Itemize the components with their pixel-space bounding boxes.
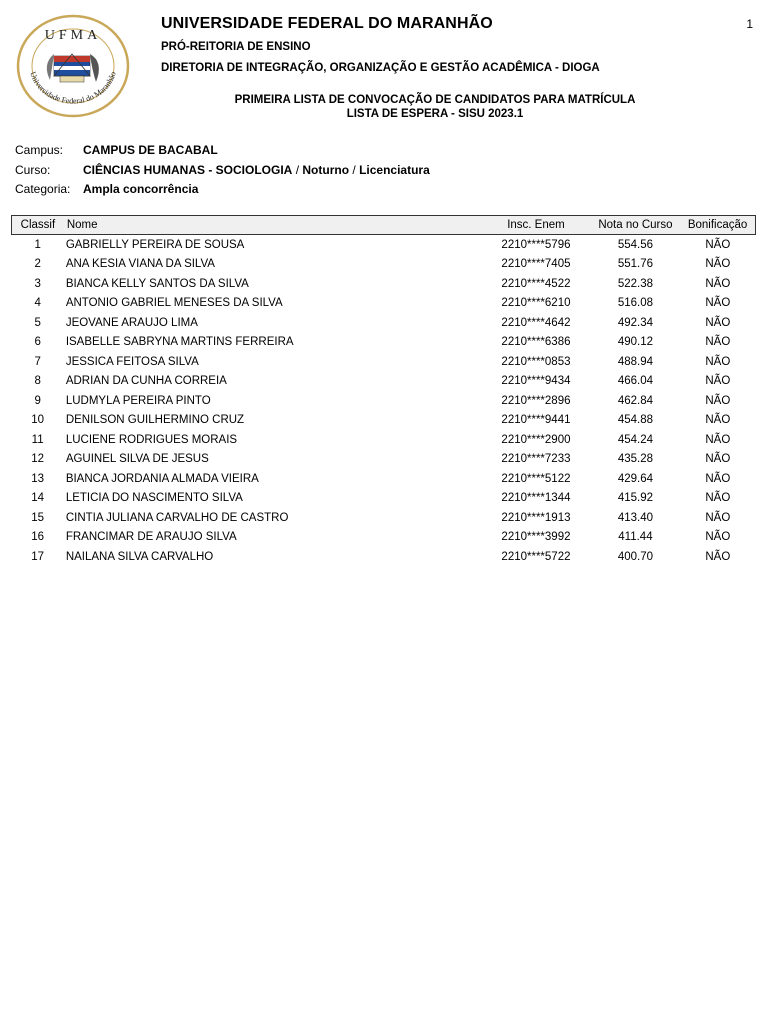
- cell-insc-enem: 2210****5796: [501, 238, 571, 251]
- cell-insc-enem: 2210****7405: [501, 258, 571, 271]
- cell-bonificacao: NÃO: [705, 297, 731, 310]
- cell-nota: 411.44: [618, 531, 653, 544]
- list-title-line1: PRIMEIRA LISTA DE CONVOCAÇÃO DE CANDIDATOS PARA MATRÍCULA: [234, 94, 636, 106]
- cell-classif: 5: [34, 316, 41, 329]
- curso-turno: Noturno: [302, 163, 350, 177]
- cell-nota: 454.88: [617, 414, 654, 427]
- cell-insc-enem: 2210****6386: [501, 336, 571, 349]
- cell-nome: ISABELLE SABRYNA MARTINS FERREIRA: [65, 336, 294, 349]
- table-row: [12, 508, 756, 528]
- cell-bonificacao: NÃO: [705, 550, 731, 563]
- cell-classif: 17: [31, 550, 45, 563]
- header-nome: Nome: [64, 216, 481, 235]
- cell-bonificacao: NÃO: [705, 492, 731, 505]
- cell-nome: JESSICA FEITOSA SILVA: [65, 355, 199, 368]
- categoria-value: Ampla concorrência: [83, 182, 199, 196]
- cell-nota: 462.84: [617, 394, 654, 407]
- curso-row: [15, 163, 430, 177]
- cell-nota: 522.38: [617, 277, 654, 290]
- cell-bonificacao: NÃO: [705, 453, 731, 466]
- cell-bonificacao: NÃO: [705, 394, 731, 407]
- cell-nota: 551.76: [617, 258, 654, 271]
- cell-nota: 492.34: [617, 316, 654, 329]
- cell-classif: 9: [34, 394, 41, 407]
- table-row: [12, 528, 756, 548]
- cell-insc-enem: 2210****3992: [501, 531, 571, 544]
- table-row: [12, 547, 756, 567]
- cell-classif: 3: [34, 277, 41, 290]
- cell-insc-enem: 2210****2896: [501, 394, 571, 407]
- header-classif: Classif: [12, 216, 64, 235]
- cell-bonificacao: NÃO: [705, 433, 731, 446]
- cell-insc-enem: 2210****2900: [501, 433, 571, 446]
- cell-classif: 4: [34, 297, 41, 310]
- cell-classif: 1: [34, 238, 41, 251]
- cell-classif: 11: [31, 433, 44, 446]
- ufma-logo: [16, 14, 130, 118]
- curso-separator-2: /: [352, 163, 356, 177]
- cell-bonificacao: NÃO: [705, 238, 731, 251]
- cell-nota: 413.40: [617, 511, 654, 524]
- cell-insc-enem: 2210****1344: [501, 492, 571, 505]
- cell-nota: 400.70: [617, 550, 654, 563]
- cell-nota: 554.56: [617, 238, 654, 251]
- cell-nome: BIANCA JORDANIA ALMADA VIEIRA: [65, 472, 259, 485]
- header-nota-curso: Nota no Curso: [591, 216, 680, 235]
- cell-classif: 10: [31, 414, 45, 427]
- cell-nome: CINTIA JULIANA CARVALHO DE CASTRO: [65, 511, 289, 524]
- cell-classif: 12: [31, 453, 45, 466]
- categoria-label: Categoria:: [15, 182, 71, 196]
- cell-insc-enem: 2210****5722: [501, 550, 571, 563]
- cell-bonificacao: NÃO: [705, 375, 731, 388]
- cell-bonificacao: NÃO: [705, 511, 731, 524]
- campus-label: Campus:: [15, 143, 64, 157]
- cell-nome: JEOVANE ARAUJO LIMA: [65, 316, 198, 329]
- cell-bonificacao: NÃO: [705, 316, 731, 329]
- table-header-row: [12, 216, 756, 235]
- pro-reitoria-subtitle: PRÓ-REITORIA DE ENSINO: [161, 41, 311, 53]
- table-row: [12, 430, 756, 450]
- cell-bonificacao: NÃO: [705, 355, 731, 368]
- cell-nota: 490.12: [617, 336, 654, 349]
- cell-insc-enem: 2210****7233: [501, 453, 571, 466]
- table-row: [12, 313, 756, 333]
- cell-bonificacao: NÃO: [705, 336, 731, 349]
- cell-bonificacao: NÃO: [705, 472, 731, 485]
- cell-nome: GABRIELLY PEREIRA DE SOUSA: [65, 238, 245, 251]
- table-row: [12, 333, 756, 353]
- campus-row: [15, 143, 218, 157]
- cell-nome: AGUINEL SILVA DE JESUS: [65, 453, 209, 466]
- table-row: [12, 372, 756, 392]
- cell-bonificacao: NÃO: [705, 258, 731, 271]
- cell-nome: ANA KESIA VIANA DA SILVA: [65, 258, 215, 271]
- cell-insc-enem: 2210****5122: [501, 472, 571, 485]
- cell-classif: 15: [31, 511, 45, 524]
- cell-nome: LETICIA DO NASCIMENTO SILVA: [65, 492, 243, 505]
- cell-nome: FRANCIMAR DE ARAUJO SILVA: [65, 531, 237, 544]
- table-row: [12, 352, 756, 372]
- table-body: [12, 235, 756, 567]
- cell-insc-enem: 2210****0853: [501, 355, 571, 368]
- curso-separator-1: /: [295, 163, 300, 177]
- header-bonificacao: Bonificação: [680, 216, 755, 235]
- cell-classif: 14: [31, 492, 45, 505]
- table-row: [12, 294, 756, 314]
- logo-ring-text: Universidade Federal do Maranhão: [28, 70, 118, 106]
- cell-insc-enem: 2210****4522: [501, 277, 571, 290]
- cell-classif: 7: [34, 355, 41, 368]
- cell-bonificacao: NÃO: [705, 414, 731, 427]
- cell-insc-enem: 2210****9434: [501, 375, 571, 388]
- list-title-line2: LISTA DE ESPERA - SISU 2023.1: [346, 108, 524, 120]
- cell-nota: 435.28: [617, 453, 654, 466]
- cell-nome: ANTONIO GABRIEL MENESES DA SILVA: [65, 297, 283, 310]
- cell-classif: 8: [34, 375, 41, 388]
- cell-nome: ADRIAN DA CUNHA CORREIA: [65, 375, 227, 388]
- diretoria-subtitle: DIRETORIA DE INTEGRAÇÃO, ORGANIZAÇÃO E GESTÃO ACADÊMICA - DIOGA: [161, 62, 600, 74]
- cell-bonificacao: NÃO: [705, 277, 731, 290]
- cell-insc-enem: 2210****1913: [501, 511, 571, 524]
- cell-nome: NAILANA SILVA CARVALHO: [65, 550, 214, 563]
- cell-nota: 516.08: [617, 297, 654, 310]
- cell-nota: 488.94: [617, 355, 654, 368]
- candidates-table: [11, 215, 756, 567]
- campus-value: CAMPUS DE BACABAL: [83, 143, 218, 157]
- cell-nome: BIANCA KELLY SANTOS DA SILVA: [65, 277, 249, 290]
- cell-nome: LUCIENE RODRIGUES MORAIS: [65, 433, 238, 446]
- header-insc-enem: Insc. Enem: [481, 216, 591, 235]
- table-row: [12, 489, 756, 509]
- table-row: [12, 274, 756, 294]
- cell-bonificacao: NÃO: [705, 531, 731, 544]
- cell-nome: LUDMYLA PEREIRA PINTO: [65, 394, 211, 407]
- cell-classif: 6: [34, 336, 41, 349]
- page-number: 1: [746, 17, 753, 31]
- logo-top-text: UFMA: [44, 28, 102, 43]
- cell-nota: 454.24: [617, 433, 654, 446]
- university-title: UNIVERSIDADE FEDERAL DO MARANHÃO: [161, 15, 493, 32]
- table-row: [12, 469, 756, 489]
- categoria-row: [15, 182, 198, 196]
- cell-nota: 429.64: [617, 472, 654, 485]
- cell-insc-enem: 2210****6210: [501, 297, 571, 310]
- cell-classif: 2: [34, 258, 41, 271]
- cell-classif: 16: [31, 531, 45, 544]
- cell-classif: 13: [31, 472, 45, 485]
- table-row: [12, 450, 756, 470]
- curso-value: CIÊNCIAS HUMANAS - SOCIOLOGIA: [83, 163, 293, 177]
- table-row: [12, 255, 756, 275]
- curso-grau: Licenciatura: [359, 163, 430, 177]
- table-row: [12, 235, 756, 255]
- cell-nota: 466.04: [617, 375, 654, 388]
- cell-insc-enem: 2210****4642: [501, 316, 571, 329]
- curso-label: Curso:: [15, 163, 51, 177]
- table-row: [12, 411, 756, 431]
- cell-nota: 415.92: [617, 492, 654, 505]
- cell-nome: DENILSON GUILHERMINO CRUZ: [65, 414, 245, 427]
- cell-insc-enem: 2210****9441: [501, 414, 571, 427]
- table-row: [12, 391, 756, 411]
